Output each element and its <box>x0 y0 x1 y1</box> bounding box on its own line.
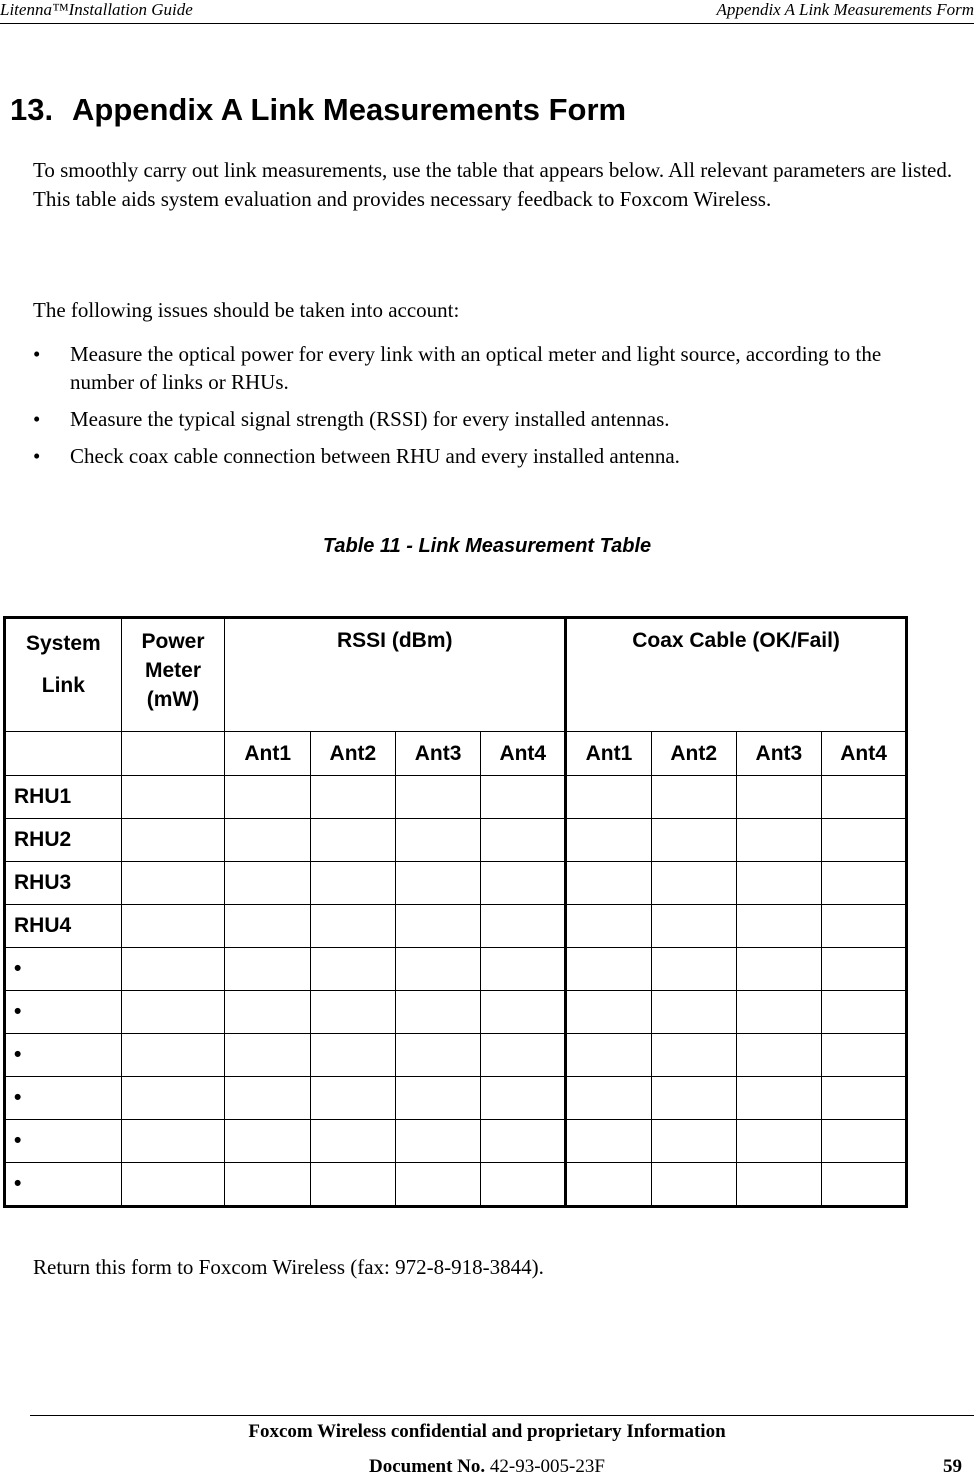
table-caption: Table 11 - Link Measurement Table <box>322 535 652 557</box>
entry-cell[interactable] <box>822 1163 907 1207</box>
entry-cell[interactable] <box>822 862 907 905</box>
entry-cell[interactable] <box>121 905 225 948</box>
ant-header: Ant3 <box>736 732 822 776</box>
row-label: RHU4 <box>5 905 122 948</box>
entry-cell[interactable] <box>651 862 736 905</box>
entry-cell[interactable] <box>225 776 311 819</box>
entry-cell[interactable] <box>121 991 225 1034</box>
entry-cell[interactable] <box>311 1120 396 1163</box>
col-header-system-line: System <box>25 632 101 655</box>
entry-cell[interactable] <box>121 862 225 905</box>
row-label: RHU1 <box>5 776 122 819</box>
entry-cell[interactable] <box>481 862 566 905</box>
ant-header: Ant1 <box>566 732 652 776</box>
col-header-unit-line: (mW) <box>146 688 200 711</box>
entry-cell[interactable] <box>225 1077 311 1120</box>
table-row <box>5 1077 907 1120</box>
table-row <box>5 819 907 862</box>
bullet: • <box>33 407 41 431</box>
table-row <box>5 776 907 819</box>
issue-text: Measure the typical signal strength (RSSI) for every installed antennas. <box>70 407 670 431</box>
entry-cell[interactable] <box>651 819 736 862</box>
entry-cell[interactable] <box>822 819 907 862</box>
entry-cell[interactable] <box>311 776 396 819</box>
entry-cell[interactable] <box>651 991 736 1034</box>
entry-cell[interactable] <box>566 948 652 991</box>
row-label: RHU2 <box>5 819 122 862</box>
entry-cell[interactable] <box>311 948 396 991</box>
bullet: • <box>33 342 41 366</box>
group-header-rssi: RSSI (dBm) <box>225 618 566 732</box>
entry-cell[interactable] <box>395 1163 481 1207</box>
entry-cell[interactable] <box>822 905 907 948</box>
col-header-system-link <box>5 618 122 732</box>
entry-cell[interactable] <box>225 1120 311 1163</box>
entry-cell[interactable] <box>395 948 481 991</box>
entry-cell[interactable] <box>395 1077 481 1120</box>
issues-list <box>33 340 933 479</box>
entry-cell[interactable] <box>225 1034 311 1077</box>
entry-cell[interactable] <box>481 819 566 862</box>
footer-rule <box>30 1415 974 1416</box>
entry-cell[interactable] <box>481 1034 566 1077</box>
entry-cell[interactable] <box>225 905 311 948</box>
ant-header: Ant4 <box>822 732 907 776</box>
page-number: 59 <box>943 1456 962 1477</box>
section-heading <box>10 92 626 128</box>
entry-cell[interactable] <box>395 991 481 1034</box>
bullet: • <box>33 444 41 468</box>
group-header-coax: Coax Cable (OK/Fail) <box>566 618 907 732</box>
intro-paragraph: To smoothly carry out link measurements, use the table that appears below. All relevant parameters are listed. This table aids system evaluation and provides necessary feedback to Foxcom Wireless. <box>33 158 953 211</box>
section-number: 13. <box>10 92 54 127</box>
entry-cell[interactable] <box>736 1120 822 1163</box>
entry-cell[interactable] <box>121 776 225 819</box>
entry-cell[interactable] <box>311 1077 396 1120</box>
entry-cell[interactable] <box>311 1034 396 1077</box>
row-label: • <box>5 991 122 1034</box>
row-label: • <box>5 1120 122 1163</box>
footer-document-number <box>220 1456 754 1478</box>
row-label: • <box>5 948 122 991</box>
entry-cell[interactable] <box>311 905 396 948</box>
entry-cell[interactable] <box>395 1120 481 1163</box>
ant-header: Ant1 <box>225 732 311 776</box>
table-row <box>5 1120 907 1163</box>
entry-cell[interactable] <box>566 1034 652 1077</box>
header-section-title: Appendix A Link Measurements Form <box>716 0 974 19</box>
entry-cell[interactable] <box>225 991 311 1034</box>
ant-header: Ant2 <box>651 732 736 776</box>
entry-cell[interactable] <box>121 1163 225 1207</box>
entry-cell[interactable] <box>311 819 396 862</box>
entry-cell[interactable] <box>121 819 225 862</box>
entry-cell[interactable] <box>736 1077 822 1120</box>
entry-cell[interactable] <box>736 1163 822 1207</box>
entry-cell[interactable] <box>481 905 566 948</box>
entry-cell[interactable] <box>121 1077 225 1120</box>
entry-cell[interactable] <box>822 1077 907 1120</box>
entry-cell[interactable] <box>736 991 822 1034</box>
issues-lead: The following issues should be taken into account: <box>33 298 460 322</box>
antenna-header-row <box>5 732 907 776</box>
section-title: Appendix A Link Measurements Form <box>72 92 627 127</box>
entry-cell[interactable] <box>121 1034 225 1077</box>
footer-confidential: Foxcom Wireless confidential and proprietary Information <box>248 1421 726 1442</box>
entry-cell[interactable] <box>566 862 652 905</box>
entry-cell[interactable] <box>736 819 822 862</box>
entry-cell[interactable] <box>225 819 311 862</box>
entry-cell[interactable] <box>736 862 822 905</box>
doc-number: 42-93-005-23F <box>489 1456 605 1477</box>
entry-cell[interactable] <box>311 1163 396 1207</box>
entry-cell[interactable] <box>481 991 566 1034</box>
table-row <box>5 991 907 1034</box>
doc-label: Document No. <box>369 1456 486 1477</box>
entry-cell[interactable] <box>566 1163 652 1207</box>
header-guide-title: Litenna™Installation Guide <box>0 0 193 19</box>
entry-cell[interactable] <box>566 1120 652 1163</box>
col-header-power-meter <box>121 618 225 732</box>
row-label: • <box>5 1077 122 1120</box>
issue-item <box>33 405 933 433</box>
ant-header: Ant3 <box>395 732 481 776</box>
entry-cell[interactable] <box>395 905 481 948</box>
entry-cell[interactable] <box>481 1163 566 1207</box>
entry-cell[interactable] <box>566 991 652 1034</box>
entry-cell[interactable] <box>225 948 311 991</box>
entry-cell[interactable] <box>736 905 822 948</box>
entry-cell[interactable] <box>651 776 736 819</box>
ant-header: Ant2 <box>311 732 396 776</box>
entry-cell[interactable] <box>481 1077 566 1120</box>
table-row <box>5 948 907 991</box>
row-label: RHU3 <box>5 862 122 905</box>
table-row <box>5 862 907 905</box>
entry-cell[interactable] <box>566 905 652 948</box>
col-header-link-line: Link <box>41 674 85 697</box>
issue-item <box>33 442 933 470</box>
entry-cell[interactable] <box>481 948 566 991</box>
col-header-meter-line: Meter <box>144 659 202 682</box>
entry-cell[interactable] <box>822 1120 907 1163</box>
entry-cell[interactable] <box>121 1120 225 1163</box>
entry-cell[interactable] <box>822 948 907 991</box>
col-header-power-line: Power <box>141 630 205 653</box>
entry-cell[interactable] <box>651 1034 736 1077</box>
link-measurement-table <box>3 616 908 1208</box>
entry-cell[interactable] <box>822 991 907 1034</box>
blank-cell <box>121 732 225 776</box>
issue-item <box>33 340 933 396</box>
entry-cell[interactable] <box>651 905 736 948</box>
entry-cell[interactable] <box>651 1077 736 1120</box>
entry-cell[interactable] <box>736 776 822 819</box>
table-row <box>5 1034 907 1077</box>
entry-cell[interactable] <box>651 1163 736 1207</box>
row-label: • <box>5 1163 122 1207</box>
entry-cell[interactable] <box>395 862 481 905</box>
issue-text: Measure the optical power for every link with an optical meter and light source, according to the number of links or RHUs. <box>70 342 882 394</box>
entry-cell[interactable] <box>395 1034 481 1077</box>
entry-cell[interactable] <box>736 948 822 991</box>
entry-cell[interactable] <box>566 1077 652 1120</box>
entry-cell[interactable] <box>395 819 481 862</box>
page-header <box>0 0 974 24</box>
entry-cell[interactable] <box>822 776 907 819</box>
entry-cell[interactable] <box>225 1163 311 1207</box>
entry-cell[interactable] <box>481 776 566 819</box>
return-note: Return this form to Foxcom Wireless (fax: 972-8-918-3844). <box>33 1255 544 1279</box>
entry-cell[interactable] <box>736 1034 822 1077</box>
row-label: • <box>5 1034 122 1077</box>
entry-cell[interactable] <box>121 948 225 991</box>
entry-cell[interactable] <box>566 819 652 862</box>
table-row <box>5 1163 907 1207</box>
entry-cell[interactable] <box>651 948 736 991</box>
entry-cell[interactable] <box>311 991 396 1034</box>
blank-cell <box>5 732 122 776</box>
entry-cell[interactable] <box>311 862 396 905</box>
entry-cell[interactable] <box>566 776 652 819</box>
table-header-row <box>5 618 907 732</box>
entry-cell[interactable] <box>822 1034 907 1077</box>
entry-cell[interactable] <box>481 1120 566 1163</box>
entry-cell[interactable] <box>395 776 481 819</box>
table-body <box>5 776 907 1207</box>
issue-text: Check coax cable connection between RHU and every installed antenna. <box>70 444 680 468</box>
entry-cell[interactable] <box>225 862 311 905</box>
ant-header: Ant4 <box>481 732 566 776</box>
entry-cell[interactable] <box>651 1120 736 1163</box>
table-row <box>5 905 907 948</box>
